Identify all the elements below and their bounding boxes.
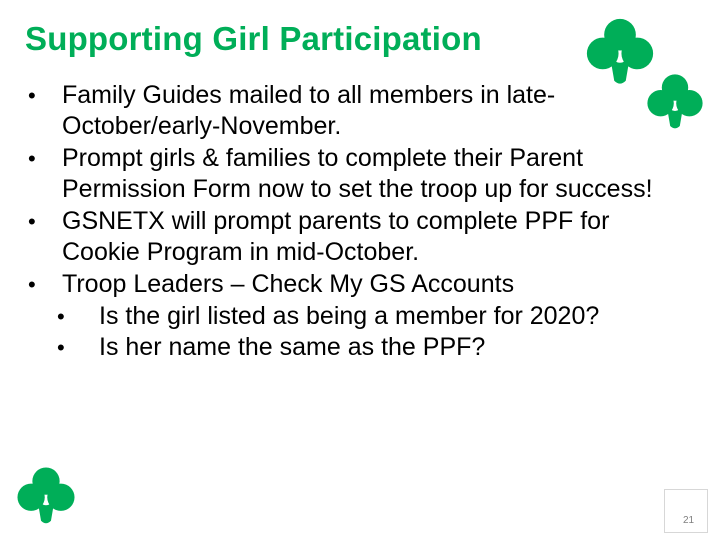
sub-bullet-marker: •: [57, 335, 65, 360]
bullet-list: [0, 80, 720, 363]
page-number-frame: [664, 489, 708, 533]
bullet-item: [0, 206, 682, 268]
bullet-marker: •: [28, 146, 36, 171]
sub-bullet-text: Is her name the same as the PPF?: [99, 333, 486, 361]
sub-bullet-item: [0, 332, 720, 363]
bullet-marker: •: [28, 83, 36, 108]
sub-bullet-marker: •: [57, 304, 65, 329]
bullet-text: Troop Leaders – Check My GS Accounts: [62, 270, 515, 298]
bullet-text: Family Guides mailed to all members in late-October/early-November.: [62, 81, 556, 140]
bullet-item: [0, 269, 682, 300]
sub-bullet-item: [0, 301, 720, 332]
bullet-marker: •: [28, 272, 36, 297]
bullet-marker: •: [28, 209, 36, 234]
page-number: 21: [683, 515, 695, 526]
bullet-item: [0, 143, 682, 205]
slide-title: Supporting Girl Participation: [25, 20, 482, 57]
bullet-item: [0, 80, 682, 142]
sub-bullet-text: Is the girl listed as being a member for 2020?: [99, 302, 600, 330]
bullet-text: GSNETX will prompt parents to complete PPF for Cookie Program in mid-October.: [62, 207, 610, 266]
bullet-text: Prompt girls & families to complete their Parent Permission Form now to set the troop up for success!: [62, 144, 653, 203]
trefoil-logo-icon: [13, 465, 79, 527]
